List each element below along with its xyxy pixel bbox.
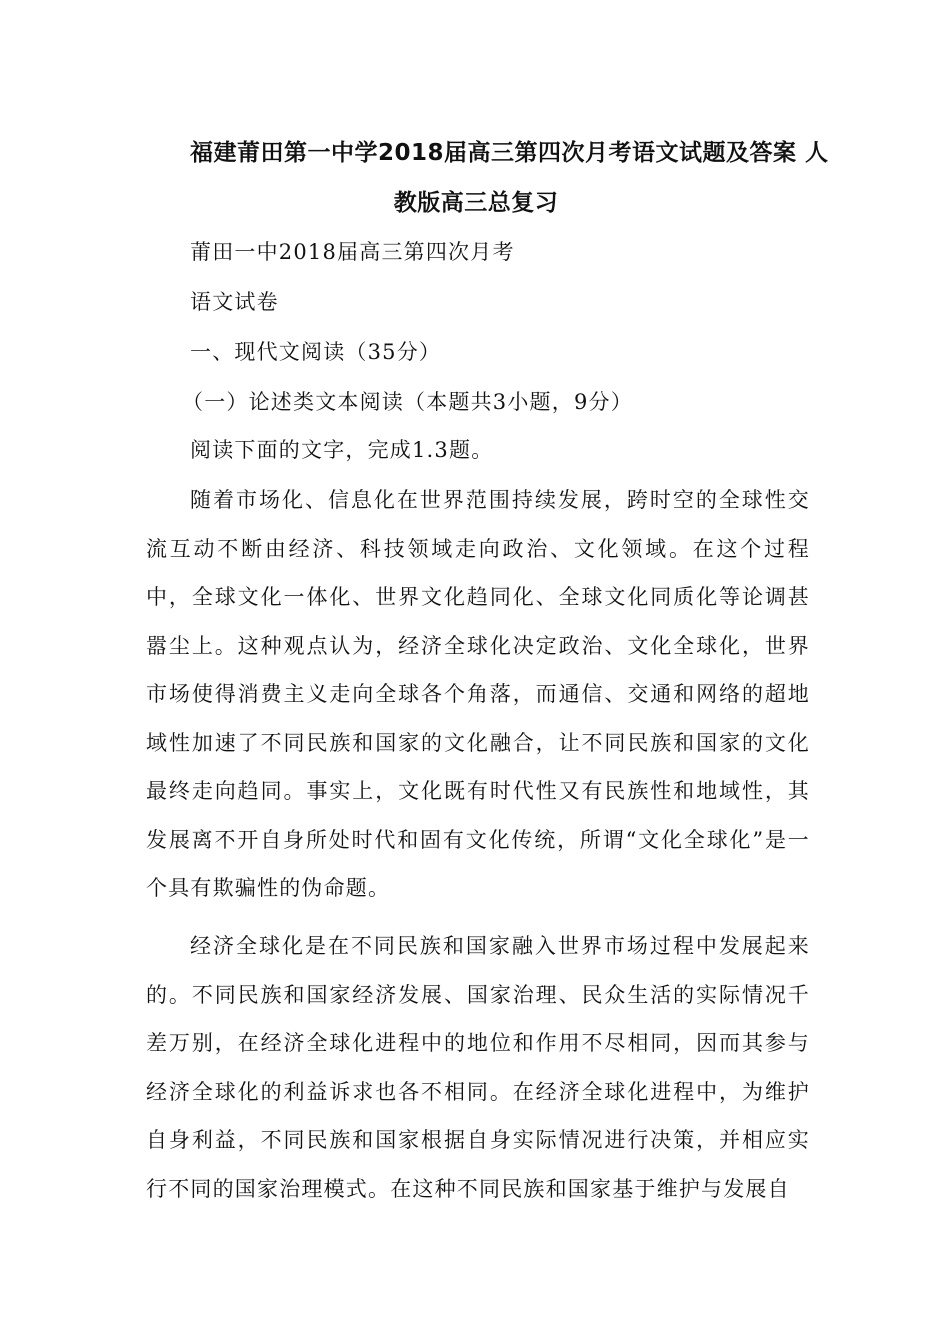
exam-header: 莆田一中2018届高三第四次月考 (190, 240, 515, 264)
body-paragraph-2: 经济全球化是在不同民族和国家融入世界市场过程中发展起来的。不同民族和国家经济发展、国家治理、民众生活的实际情况千差万别，在经济全球化进程中的地位和作用不尽相同，因而其参与经济全球化的利益诉求也各不相同。在经济全球化进程中，为维护自身利益，不同民族和国家根据自身实际情况进行决策，并相应实行不同的国家治理模式。在这种不同民族和国家基于维护与发展自 (146, 934, 810, 1201)
exam-subject: 语文试卷 (190, 290, 279, 314)
subsection-heading: （一）论述类文本阅读（本题共3小题，9分） (182, 390, 633, 414)
reading-instruction: 阅读下面的文字，完成1.3题。 (190, 438, 494, 462)
body-paragraph-1: 随着市场化、信息化在世界范围持续发展，跨时空的全球性交流互动不断由经济、科技领域走向政治、文化领域。在这个过程中，全球文化一体化、世界文化趋同化、全球文化同质化等论调甚嚣尘上。这种观点认为，经济全球化决定政治、文化全球化，世界市场使得消费主义走向全球各个角落，而通信、交通和网络的超地域性加速了不同民族和国家的文化融合，让不同民族和国家的文化最终走向趋同。事实上，文化既有时代性又有民族性和地域性，其发展离不开自身所处时代和固有文化传统，所谓“文化全球化”是一个具有欺骗性的伪命题。 (146, 488, 810, 900)
section-heading: 一、现代文阅读（35分） (190, 340, 442, 364)
document-title-line-2: 教版高三总复习 (393, 190, 559, 216)
document-title-line-1: 福建莆田第一中学2018届高三第四次月考语文试题及答案 人 (190, 140, 829, 166)
